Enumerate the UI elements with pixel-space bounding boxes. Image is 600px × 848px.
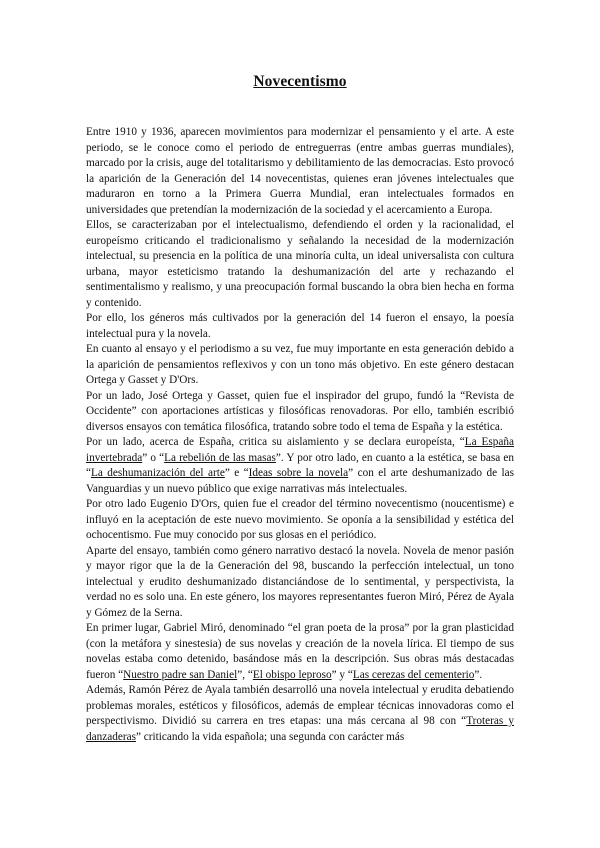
work-title: La España invertebrada <box>86 436 514 464</box>
paragraph: Por un lado, José Ortega y Gasset, quien fue el inspirador del grupo, fundó la “Revista de Occidente” con aportaciones artísticas y filosóficas renovadoras. Por ello, también escribió diversos ensayos con temática filosófica, tratando sobre todo el tema de España y la estética. <box>86 389 514 433</box>
paragraph: En cuanto al ensayo y el periodismo a su vez, fue muy importante en esta generación debido a la aparición de pensamientos reflexivos y con un tono más objetivo. En este género destacan Ortega y Gasset y D'Ors. <box>86 343 514 386</box>
paragraph: Por ello, los géneros más cultivados por la generación del 14 fueron el ensayo, la poesía intelectual pura y la novela. <box>86 312 514 340</box>
document-page <box>86 73 514 745</box>
paragraph: Aparte del ensayo, también como género narrativo destacó la novela. Novela de menor pasión y mayor rigor que la de la Generación del 98, buscando la perfección intelectual, un tono intelectual y erudito deshumanizado distanciándose de lo sentimental, y perspectivista, la verdad no es solo una. En este género, los mayores representantes fueron Miró, Pérez de Ayala y Gómez de la Serna. <box>86 544 514 619</box>
work-title: Las cerezas del cementerio <box>352 668 475 681</box>
paragraph: En primer lugar, Gabriel Miró, denominado “el gran poeta de la prosa” por la gran plasticidad (con la metáfora y sinestesia) de sus novelas y creación de la novela lírica. El tiempo de sus novelas estaba como detenido, basándose más en la descripción. Sus obras más destacadas fueron “Nuestro padre san Daniel”, “El obispo leproso” y “Las cerezas del cementerio”. <box>86 622 514 681</box>
work-title: La deshumanización del arte <box>91 467 225 479</box>
page-title: Novecentismo <box>253 73 347 90</box>
work-title: La rebelión de las masas <box>164 451 276 464</box>
paragraph: Entre 1910 y 1936, aparecen movimientos para modernizar el pensamiento y el arte. A este periodo, se le conoce como el periodo de entreguerras (entre ambas guerras mundiales), marcado por la crisis, auge del totalitarismo y debilitamiento de las democracias. Esto provocó la aparición de la Generación del 14 novecentistas, quienes eran jóvenes intelectuales que maduraron en torno a la Primera Guerra Mundial, eran intelectuales formados en universidades que pretendían la modernización de la sociedad y el acercamiento a Europa. <box>86 126 514 216</box>
work-title: El obispo leproso <box>252 668 332 681</box>
document-body <box>86 125 514 745</box>
work-title: Ideas sobre la novela <box>248 467 349 479</box>
work-title: Troteras y danzaderas <box>86 715 514 743</box>
paragraph: Por otro lado Eugenio D'Ors, quien fue el creador del término novecentismo (noucentisme) e influyó en la aceptación de este nuevo movimiento. Se oponía a la sensibilidad y estética del ochocentismo. Fue muy conocido por sus glosas en el periódico. <box>86 498 514 541</box>
paragraph: Por un lado, acerca de España, critica su aislamiento y se declara europeísta, “La España invertebrada” o “La rebelión de las masas”. Y por otro lado, en cuanto a la estética, se basa en “La deshumanización del arte” e “Ideas sobre la novela” con el arte deshumanizado de las Vanguardias y un nuevo público que exige narrativas más intelectuales. <box>86 436 514 495</box>
work-title: Nuestro padre san Daniel <box>123 668 238 681</box>
paragraph: Además, Ramón Pérez de Ayala también desarrolló una novela intelectual y erudita debatiendo problemas morales, estéticos y filosóficos, además de emplear técnicas innovadoras como el perspectivismo. Dividió su carrera en tres etapas: una más cercana al 98 con “Troteras y danzaderas” criticando la vida española; una segunda con carácter más <box>86 684 514 743</box>
paragraph: Ellos, se caracterizaban por el intelectualismo, defendiendo el orden y la racionalidad, el europeísmo criticando el tradicionalismo y señalando la necesidad de la modernización intelectual, su presencia en la política de una minoría culta, un ideal universalista con cultura urbana, mayor esteticismo tratando la deshumanización del arte y rechazando el sentimentalismo y realismo, y una preocupación formal buscando la obra bien hecha en forma y contenido. <box>86 219 514 309</box>
